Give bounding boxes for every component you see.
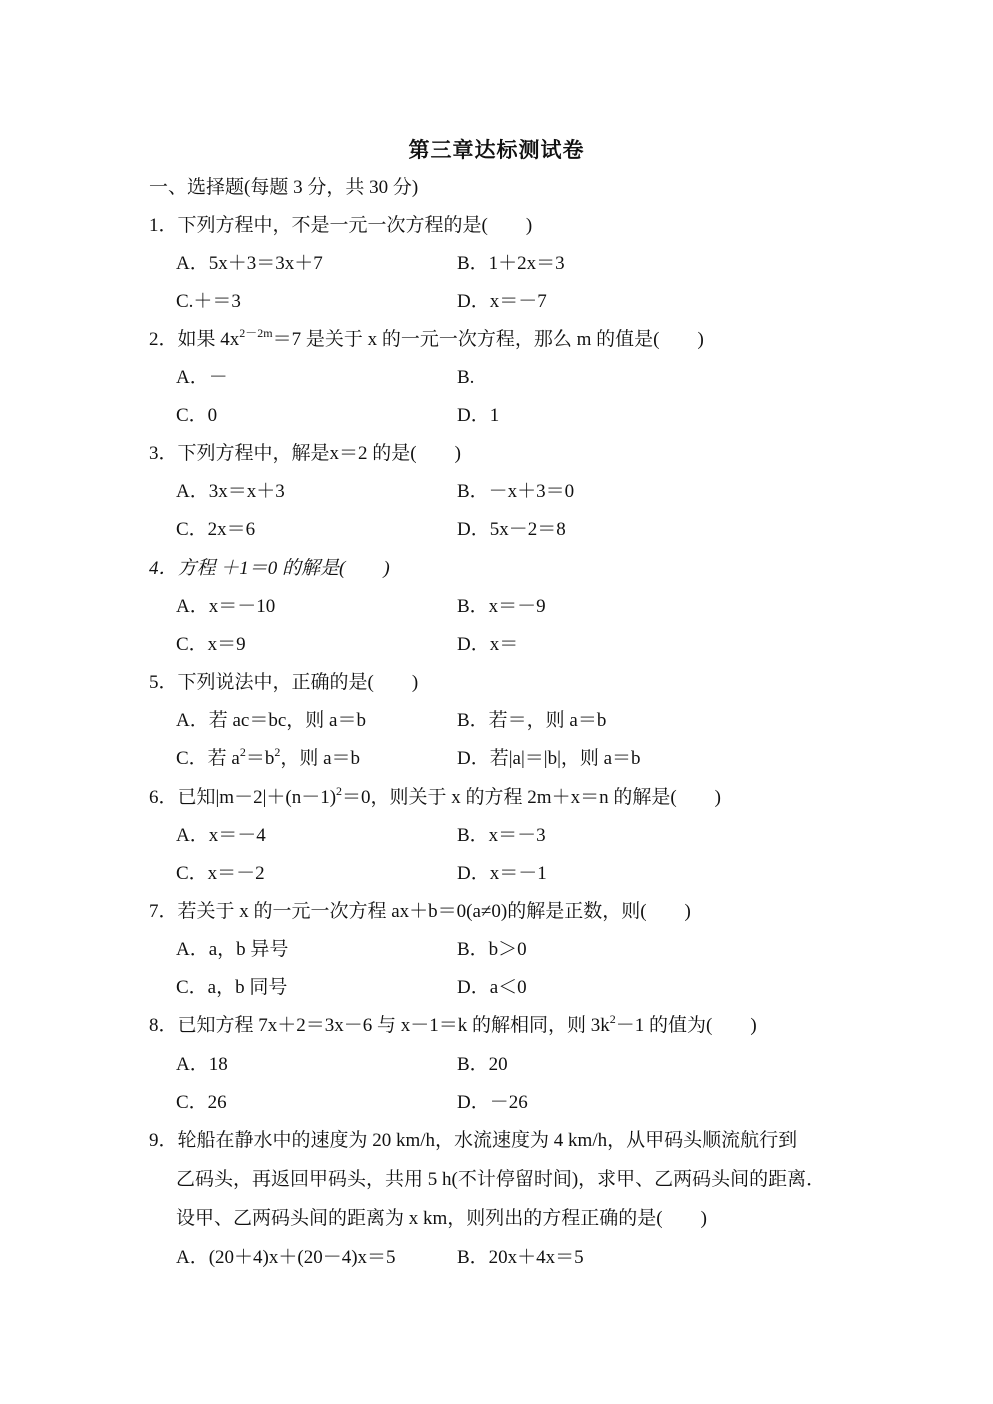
question-2-stem: 2．如果 $4x^{2-2m}=7$ 是关于 x 的一元一次方程，那么 m 的值是( ) bbox=[149, 326, 704, 350]
question-5-option-c[interactable]: C．若 $a^2=b^2$，则 a＝b bbox=[176, 745, 361, 769]
question-2-option-d[interactable]: D．1 bbox=[457, 405, 500, 426]
question-8-option-b[interactable]: B．20 bbox=[457, 1054, 508, 1075]
question-2-option-c[interactable]: C．0 bbox=[176, 405, 218, 426]
question-1-option-c[interactable]: C.＋＝3 bbox=[176, 291, 241, 312]
question-7-stem: 7．若关于 x 的一元一次方程 ax＋b＝0(a≠0)的解是正数，则( ) bbox=[149, 901, 691, 922]
question-5-option-a[interactable]: A．若 ac＝bc，则 a＝b bbox=[176, 710, 366, 731]
question-8-option-c[interactable]: C．26 bbox=[176, 1092, 227, 1113]
question-5-option-b[interactable]: B．若＝，则 a＝b bbox=[457, 710, 607, 731]
question-9-stem-line-1: 9．轮船在静水中的速度为 20 km/h，水流速度为 4 km/h，从甲码头顺流航行到 bbox=[149, 1130, 798, 1151]
question-3-option-c[interactable]: C．2x＝6 bbox=[176, 519, 256, 540]
question-7-option-d[interactable]: D．a＜0 bbox=[457, 977, 527, 998]
question-9-option-b[interactable]: B．20x＋4x＝5 bbox=[457, 1247, 584, 1268]
question-5-option-d[interactable]: D．若|a|＝|b|，则 a＝b bbox=[457, 748, 641, 769]
question-6-option-b[interactable]: B．x＝－3 bbox=[457, 825, 546, 846]
question-7-option-b[interactable]: B．b＞0 bbox=[457, 939, 527, 960]
question-1-option-a[interactable]: A．5x＋3＝3x＋7 bbox=[176, 253, 323, 274]
question-4-option-a[interactable]: A．x＝－10 bbox=[176, 596, 276, 617]
question-2-option-a[interactable]: A．－ bbox=[176, 367, 228, 388]
question-5-stem: 5．下列说法中，正确的是( ) bbox=[149, 672, 419, 693]
question-3-stem: 3．下列方程中，解是x＝2 的是( ) bbox=[149, 443, 461, 464]
question-7-option-a[interactable]: A．a，b 异号 bbox=[176, 939, 289, 960]
question-7-option-c[interactable]: C．a，b 同号 bbox=[176, 977, 288, 998]
question-2-option-b[interactable]: B. bbox=[457, 367, 475, 388]
page-title: 第三章达标测试卷 bbox=[408, 138, 585, 162]
question-8-stem: 8．已知方程 7x＋2＝3x－6 与 x－1＝k 的解相同，则 $3k^2-1$ 的值为( ) bbox=[149, 1012, 757, 1036]
question-6-option-d[interactable]: D．x＝－1 bbox=[457, 863, 547, 884]
question-6-option-c[interactable]: C．x＝－2 bbox=[176, 863, 265, 884]
question-1-stem: 1．下列方程中，不是一元一次方程的是( ) bbox=[149, 215, 533, 236]
question-8-option-a[interactable]: A．18 bbox=[176, 1054, 228, 1075]
question-9-stem-line-2: 乙码头，再返回甲码头，共用 5 h(不计停留时间)，求甲、乙两码头间的距离． bbox=[176, 1169, 826, 1190]
question-4-option-b[interactable]: B．x＝－9 bbox=[457, 596, 546, 617]
question-8-option-d[interactable]: D．－26 bbox=[457, 1092, 528, 1113]
question-9-stem-line-3: 设甲、乙两码头间的距离为 x km，则列出的方程正确的是( ) bbox=[176, 1208, 707, 1229]
question-1-option-b[interactable]: B．1＋2x＝3 bbox=[457, 253, 565, 274]
question-4-option-c[interactable]: C．x＝9 bbox=[176, 634, 246, 655]
question-4-stem: 4．方程 ＋1＝0 的解是( ) bbox=[149, 558, 390, 579]
question-3-option-a[interactable]: A．3x＝x＋3 bbox=[176, 481, 285, 502]
question-6-stem: 6．已知$|m-2|+(n-1)^2=0$，则关于 x 的方程 2m＋x＝n 的解是( ) bbox=[149, 784, 721, 808]
question-4-option-d[interactable]: D．x＝ bbox=[457, 634, 519, 655]
question-1-option-d[interactable]: D．x＝－7 bbox=[457, 291, 547, 312]
question-6-option-a[interactable]: A．x＝－4 bbox=[176, 825, 266, 846]
question-3-option-d[interactable]: D．5x－2＝8 bbox=[457, 519, 566, 540]
question-9-option-a[interactable]: A．(20＋4)x＋(20－4)x＝5 bbox=[176, 1247, 396, 1268]
question-3-option-b[interactable]: B．－x＋3＝0 bbox=[457, 481, 575, 502]
section-heading: 一、选择题(每题 3 分，共 30 分) bbox=[149, 177, 419, 198]
